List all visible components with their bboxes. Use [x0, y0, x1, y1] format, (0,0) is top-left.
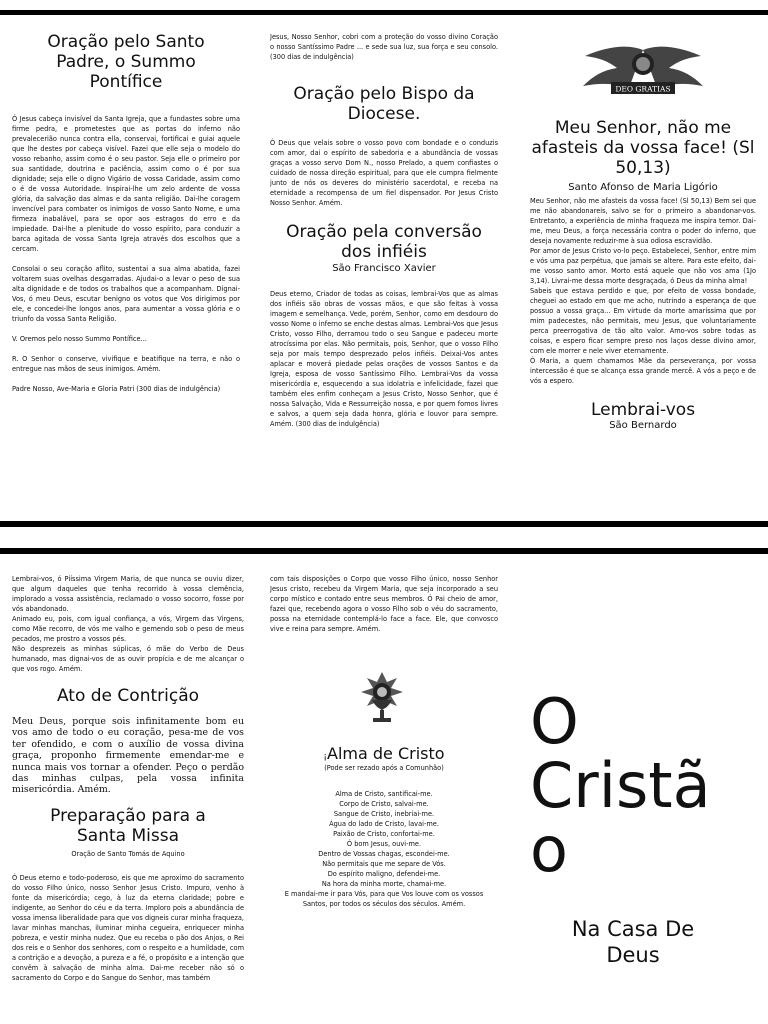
cover-title-line-2: Cristã — [530, 749, 711, 822]
anima-christi-line: Santos, por todos os séculos dos séculos. Amém. — [302, 900, 466, 908]
anima-christi-line: Sangue de Cristo, inebriai-me. — [333, 810, 435, 818]
prayer-infidels-author: São Francisco Xavier — [332, 263, 436, 274]
prayer-pope-intro: Jesus, Nosso Senhor, cobri com a proteção do vosso divino Coração o nosso Santíssimo Padre ... e sede sua luz, sua força e seu consolo. (300 dias de indulgência) — [270, 33, 498, 61]
face-prayer-p1: Meu Senhor, não me afasteis da vossa face! (Sl 50,13) Bem sei que me não abandonareis, salvo se for o primeiro a abandonar-vos. Entretanto, a experiência de minha fraqueza me inspira temor. Dai-me, meu Deus, a força necessária contra o poder do inferno, que deseja novamente reduzir-me à sua odiosa escravidão. — [530, 197, 756, 245]
anima-christi-lines — [270, 789, 498, 909]
anima-christi-line: Paixão de Cristo, confortai-me. — [333, 830, 435, 838]
anima-christi-line: Do espírito maligno, defendei-me. — [327, 870, 441, 878]
middle-border-upper — [0, 521, 768, 527]
contrition-p1: Meu Deus, porque sois infinitamente bom eu vos amo de todo o eu coração, pesa-me de vos ter ofendido, e com o auxílio de vossa divina graça, proponho firmemente emendar-me e nunca mais vos tornar a ofender. Peço o perdão das minhas culpas, pela vossa infinita misericórdia. Amém. — [12, 716, 244, 796]
memorare-p3: Não desprezeis as minhas súplicas, ó mãe do Verbo de Deus humanado, mas dignai-vos de as ouvir propícia e de me alcançar o que vos rogo. Amém. — [12, 645, 244, 673]
prayer-infidels-title: Oração pela conversão dos infiéis — [286, 222, 482, 262]
cover-panel — [520, 574, 768, 1024]
anima-christi-subtitle: (Pode ser rezado após a Comunhão) — [324, 764, 444, 772]
anima-christi-line: Alma de Cristo, santificai-me. — [335, 790, 433, 798]
anima-christi-line: Corpo de Cristo, salvai-me. — [339, 800, 429, 808]
memorare-p1: Lembrai-vos, ó Piíssima Virgem Maria, de que nunca se ouviu dizer, que algum daqueles que tenha recorrido à vossa clemência, implorado a vossa assistência, reclamado o vosso socorro, fosse por vós abandonado. — [12, 575, 244, 613]
cover-title-line-1: O — [530, 685, 579, 758]
anima-christi-title: Alma de Cristo — [327, 744, 445, 763]
prayer-bishop-title: Oração pelo Bispo da Diocese. — [293, 84, 475, 124]
middle-border-lower — [0, 548, 768, 554]
prayer-pope-p1: Ó Jesus cabeça invisível da Santa Igreja, que a fundastes sobre uma firme pedra, e prometestes que as portas do inferno não prevalecerião nunca contra ella, conservai, fortificai e guiai aquele que lhe destes por cabeça visível. Fazei que elle seja o modelo do vosso rebanho, assim como é o seu pastor. Seja elle o primeiro por sua santidade, doutrina e paciência, assim como o é por sua dignidade; seja elle o digno Vigário de vossa Caridade, assim como o é de vossa Autoridade. Inspirai-lhe um zelo ardente de vossa glória, da salvação das almas e da santa religião. Dai-lhe coragem invencível para combater os inimigos de vosso Santo Nome, e uma firmeza inabalável, para se opor aos estragos do erro e da impiedade. Dai-lhe a plenitude do vosso espírito, para conduzir a barca agitada de vossa Santa Igreja através dos escolhos que a cercam. — [12, 115, 240, 253]
cover-title-line-3: o — [530, 813, 568, 886]
memorare-title: Lembrai-vos — [590, 400, 696, 420]
anima-christi-line: Não permitais que me separe de Vós. — [322, 860, 446, 868]
top-right-panel — [530, 32, 756, 512]
emblem-label: DEO GRATIAS — [615, 84, 671, 94]
contrition-title: Ato de Contrição — [56, 686, 200, 706]
bottom-middle-panel — [270, 574, 498, 1024]
mass-prep-title: Preparação para a Santa Missa — [50, 805, 206, 846]
prayer-pope-p3: V. Oremos pelo nosso Summo Pontífice... — [12, 335, 147, 343]
prayer-infidels-p1: Deus eterno, Criador de todas as coisas, lembrai-Vos que as almas dos infiéis são obras de vossas mãos, e que são feitas à vossa imagem e semelhança. Vede, porém, Senhor, como em desdouro do vosso Nome o inferno se enche destas almas. Lembrai-Vos que Jesus Cristo, vosso Filho, derramou todo o seu Sangue e padeceu morte atrocíssima por elas. Não permitais, pois, Senhor, que o vosso Filho seja por mais tempo desprezado pelos infiéis. Deixai-Vos antes aplacar e moverá piedade pelas orações de vossos Santos e da Igreja, esposa de vosso Santíssimo Filho. Lembrai-Vos da vossa misericórdia e, esquecendo a sua idolatria e infelicidade, fazei que também eles enfim conheçam a Jesus Cristo, Nosso Senhor, que é nossa Salvação, Vida e Ressurreição nossa, e por quem fomos livres e salvos, a quem seja dada honra, glória e louvor para sempre. Amém. (300 dias de indulgência) — [270, 290, 498, 428]
top-middle-panel — [270, 32, 498, 512]
face-prayer-p3: Sabeis que estava perdido e que, por efeito de vossa bondade, cheguei ao estado em que me acho, nutrindo a esperança de que possuo a vossa graça... Em virtude da morte amaríssima que por mim padecestes, não permitais, meu Jesus, que voluntariamente perca preerrogativa de tão alto valor. Amo-vos sobre todas as coisas, e espero ficar sempre preso nos laços desse divino amor, com ele morrer e nele viver eternamente. — [530, 287, 756, 355]
anima-christi-heading — [270, 744, 498, 763]
prayer-pope-p2: Consolai o seu coração aflito, sustentai a sua alma abatida, fazei voltarem suas ovelhas desgarradas. Ajudai-o a levar o peso de sua alta dignidade e de todos os trabalhos que a acompanham. Dignai-Vos, ó meu Deus, escutar benigno os votos que Vos dirigimos por ele, e concedei-lhe longos anos, para aumentar a vossa glória e o triunfo da vossa Santa Religião. — [12, 265, 240, 323]
top-left-panel — [12, 32, 240, 512]
anima-christi-line: Água do lado de Cristo, lavai-me. — [329, 820, 439, 828]
anima-christi-line: Na hora da minha morte, chamai-me. — [321, 880, 447, 888]
face-prayer-p4: Ó Maria, a quem chamamos Mãe da perseverança, por vossa intercessão é que se alcança essa grande mercê. A vós a peço e de vós a espero. — [530, 357, 756, 385]
prayer-pope-p5: Padre Nosso, Ave-Maria e Gloria Patri (300 dias de indulgência) — [12, 385, 221, 393]
memorare-author: São Bernardo — [609, 420, 677, 431]
face-prayer-p2: Por amor de Jesus Cristo vo-lo peço. Estabelecei, Senhor, entre mim e vós uma paz perpétua, que jamais se altere. Para este efeito, dai-me vosso santo amor. Morto está aquele que não vos ama (1Jo 3,14). Livrai-me dessa morte desgraçada, ó Deus da minha alma! — [530, 247, 756, 285]
face-prayer-author: Santo Afonso de Maria Ligório — [568, 182, 718, 193]
anima-christi-line: Ó bom Jesus, ouvi-me. — [346, 840, 422, 848]
anima-christi-line: Dentro de Vossas chagas, escondei-me. — [318, 850, 450, 858]
prayer-pope-title: Oração pelo Santo Padre, o Summo Pontífice — [47, 32, 205, 92]
anima-christi-line: E mandai-me ir para Vós, para que Vos louve com os vossos — [284, 890, 484, 898]
mass-prep-p1: Ó Deus eterno e todo-poderoso, eis que me aproximo do sacramento do vosso Filho único, nosso Senhor Jesus Cristo. Impuro, venho à fonte da misericórdia; cego, à luz da eterna claridade; pobre e indigente, ao Senhor do céu e da terra. Imploro pois a abundância de vossa imensa liberalidade para que vos digneis curar minha fraqueza, lavar minhas manchas, iluminar minha cegueira, enriquecer minha pobreza, e vestir minha nudez. Que eu receba o pão dos Anjos, o Rei dos reis e o Senhor dos senhores, com o respeito e a humildade, com a contrição e a devoção, a pureza e a fé, o propósito e a intenção que convêm à salvação de minha alma. Dai-me receber não só o sacramento do Corpo e do Sangue do Senhor, mas também — [12, 873, 244, 982]
deo-gratias-emblem — [573, 42, 713, 104]
prayer-bishop-p1: Ó Deus que velais sobre o vosso povo com bondade e o conduzis com amor, dai o espírito de sabedoria e a abundância de vossas graças a vosso servo Dom N., nosso Prelado, a quem confiastes o cuidado de nossa direção espiritual, para que ele cumpra fielmente junto de nós os deveres do ministério sacerdotal, e receba na eternidade a recompensa de um fiel dispensador. Por Jesus Cristo Nosso Senhor. Amém. — [270, 139, 498, 207]
top-border — [0, 10, 768, 15]
anima-christi-title-mark: ¡ — [323, 752, 328, 762]
chalice-host-emblem — [357, 670, 407, 726]
bottom-left-panel — [12, 574, 244, 1024]
mass-prep-author: Oração de Santo Tomás de Aquino — [71, 849, 185, 858]
memorare-p2: Animado eu, pois, com igual confiança, a vós, Virgem das Virgens, como Mãe recorro, de vós me valho e gemendo sob o peso de meus pecados, me prostro a vossos pés. — [12, 615, 244, 643]
prayer-pope-p4: R. O Senhor o conserve, vivifique e beatifique na terra, e não o entregue nas mãos de seus inimigos. Amém. — [12, 355, 240, 373]
mass-prep-p2: com tais disposições o Corpo que vosso Filho único, nosso Senhor Jesus cristo, recebeu da Virgem Maria, que seja incorporado a seu corpo místico e contado entre seus membros. Ó Pai cheio de amor, fazei que, recebendo agora o vosso Filho sob o véu do sacramento, possa na eternidade contemplá-lo face a face. Ele, que convosco vive e reina para sempre. Amém. — [270, 575, 498, 633]
face-prayer-title: Meu Senhor, não me afasteis da vossa face! (Sl 50,13) — [531, 118, 755, 178]
cover-subtitle: Na Casa De Deus — [571, 917, 695, 967]
